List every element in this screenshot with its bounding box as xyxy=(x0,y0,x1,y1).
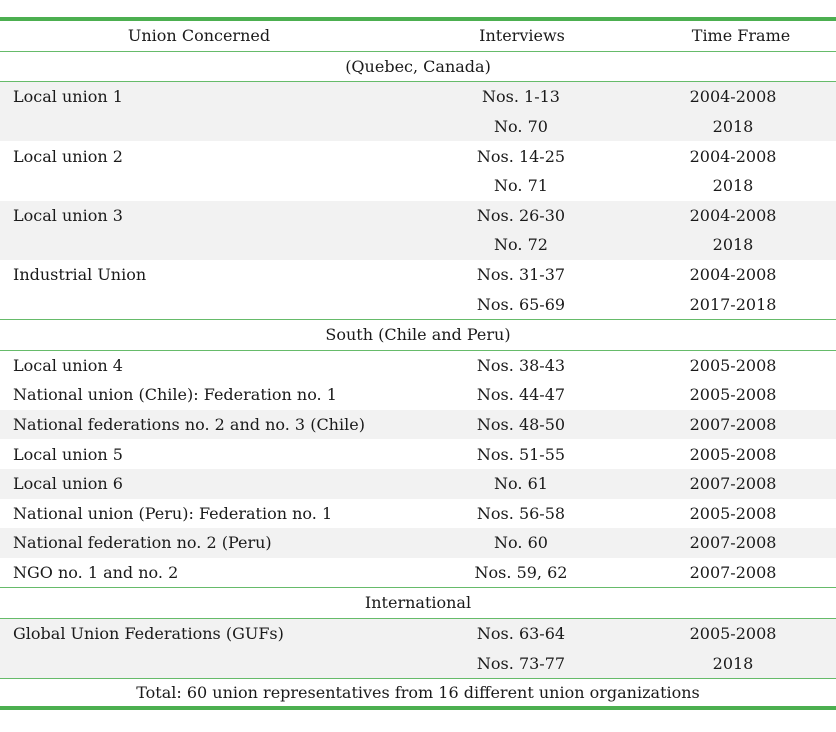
header-union-concerned: Union Concerned xyxy=(127,26,271,46)
table-row xyxy=(0,648,836,678)
union-cell: National federation no. 2 (Peru) xyxy=(13,533,272,553)
table-row xyxy=(0,201,836,231)
time-frame-cell: 2007-2008 xyxy=(689,562,777,582)
interviews-cell: Nos. 48-50 xyxy=(476,415,566,435)
union-cell: Local union 3 xyxy=(13,205,123,225)
interviews-cell: Nos. 56-58 xyxy=(476,503,566,523)
union-cell: Industrial Union xyxy=(13,265,147,285)
time-frame-cell: 2004-2008 xyxy=(689,146,777,166)
section-title: South (Chile and Peru) xyxy=(325,324,511,344)
time-frame-cell: 2018 xyxy=(712,235,754,255)
time-frame-cell: 2018 xyxy=(712,117,754,137)
table-row xyxy=(0,469,836,499)
union-cell: Local union 6 xyxy=(13,474,123,494)
table-header xyxy=(0,21,836,51)
interviews-cell: Nos. 31-37 xyxy=(476,265,566,285)
union-cell: Local union 2 xyxy=(13,146,123,166)
table-row xyxy=(0,410,836,440)
header-time-frame: Time Frame xyxy=(691,26,791,46)
time-frame-cell: 2005-2008 xyxy=(689,503,777,523)
interviews-cell: No. 60 xyxy=(494,533,548,553)
time-frame-cell: 2005-2008 xyxy=(689,624,777,644)
interviews-cell: No. 61 xyxy=(494,474,548,494)
table-row xyxy=(0,82,836,112)
section-title: International xyxy=(364,593,472,613)
table-row xyxy=(0,439,836,469)
union-cell: NGO no. 1 and no. 2 xyxy=(13,562,179,582)
interviews-cell: Nos. 44-47 xyxy=(476,385,566,405)
union-cell: Local union 1 xyxy=(13,87,123,107)
table-row xyxy=(0,499,836,529)
bottom-rule xyxy=(0,706,836,710)
table-row xyxy=(0,112,836,142)
union-cell: National union (Peru): Federation no. 1 xyxy=(13,503,333,523)
interviews-cell: No. 72 xyxy=(494,235,548,255)
union-cell: Local union 4 xyxy=(13,355,123,375)
interviews-cell: Nos. 63-64 xyxy=(476,624,566,644)
union-cell: National union (Chile): Federation no. 1 xyxy=(13,385,337,405)
table-row xyxy=(0,380,836,410)
time-frame-cell: 2004-2008 xyxy=(689,205,777,225)
interviews-cell: Nos. 73-77 xyxy=(476,653,566,673)
time-frame-cell: 2007-2008 xyxy=(689,533,777,553)
table-row xyxy=(0,351,836,381)
header-interviews: Interviews xyxy=(479,26,565,46)
time-frame-cell: 2004-2008 xyxy=(689,265,777,285)
interviews-cell: Nos. 59, 62 xyxy=(474,562,568,582)
table-row xyxy=(0,528,836,558)
table-row xyxy=(0,230,836,260)
time-frame-cell: 2007-2008 xyxy=(689,415,777,435)
table-body xyxy=(0,52,836,679)
union-interviews-table xyxy=(0,17,836,710)
union-cell: Global Union Federations (GUFs) xyxy=(13,624,284,644)
table-row xyxy=(0,260,836,290)
time-frame-cell: 2018 xyxy=(712,653,754,673)
time-frame-cell: 2004-2008 xyxy=(689,87,777,107)
time-frame-cell: 2018 xyxy=(712,176,754,196)
interviews-cell: Nos. 51-55 xyxy=(476,444,566,464)
interviews-cell: Nos. 14-25 xyxy=(476,146,566,166)
interviews-cell: Nos. 26-30 xyxy=(476,205,566,225)
time-frame-cell: 2017-2018 xyxy=(689,294,777,314)
interviews-cell: Nos. 65-69 xyxy=(476,294,566,314)
time-frame-cell: 2007-2008 xyxy=(689,474,777,494)
table-row xyxy=(0,289,836,319)
table-footer-total: Total: 60 union representatives from 16 different union organizations xyxy=(136,683,700,703)
interviews-cell: Nos. 38-43 xyxy=(476,355,566,375)
table-row xyxy=(0,171,836,201)
table-row xyxy=(0,141,836,171)
union-cell: Local union 5 xyxy=(13,444,123,464)
interviews-cell: Nos. 1-13 xyxy=(482,87,560,107)
interviews-cell: No. 71 xyxy=(494,176,548,196)
section-title: (Quebec, Canada) xyxy=(345,56,491,76)
time-frame-cell: 2005-2008 xyxy=(689,444,777,464)
time-frame-cell: 2005-2008 xyxy=(689,355,777,375)
table-row xyxy=(0,619,836,649)
union-cell: National federations no. 2 and no. 3 (Chile) xyxy=(13,415,365,435)
time-frame-cell: 2005-2008 xyxy=(689,385,777,405)
table-row xyxy=(0,558,836,588)
interviews-cell: No. 70 xyxy=(494,117,548,137)
